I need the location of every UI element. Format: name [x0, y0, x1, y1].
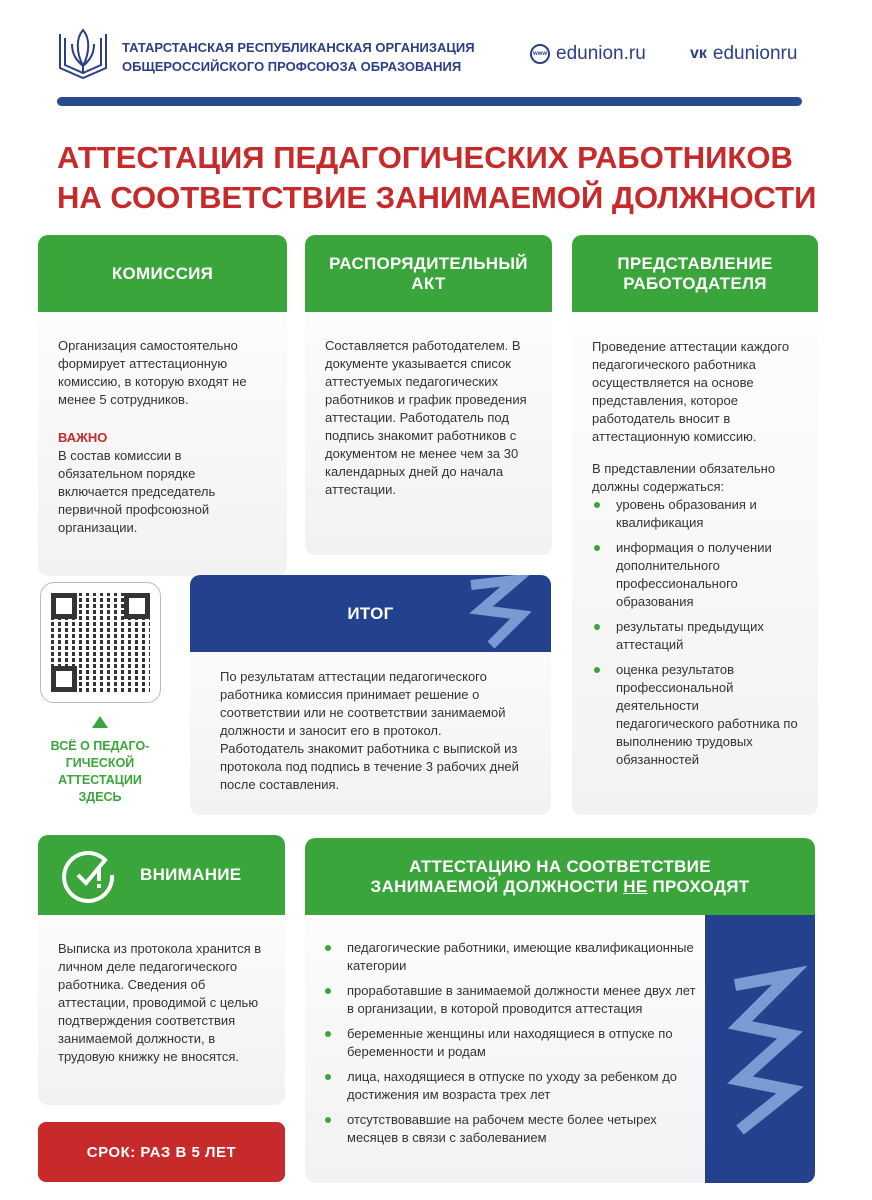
list-item: лица, находящиеся в отпуске по уходу за ребенком до достижения им возраста трех лет	[323, 1068, 697, 1104]
vk-link[interactable]: ᴠк edunionru	[690, 43, 798, 64]
commission-card: КОМИССИЯ Организация самостоятельно формирует аттестационную комиссию, в которую входят не менее 5 сотрудников. ВАЖНО В состав комиссии в обязательном порядке включается председатель первичной профсоюзной организации.	[38, 235, 287, 576]
exempt-card	[305, 838, 815, 1183]
qr-caption: ВСЁ О ПЕДАГО-ГИЧЕСКОЙ АТТЕСТАЦИИ ЗДЕСЬ	[50, 739, 150, 804]
qr-code[interactable]	[40, 582, 161, 703]
list-item: уровень образования и квалификация	[592, 496, 798, 532]
arrow-up-icon	[92, 716, 108, 728]
globe-icon: www	[530, 44, 550, 64]
act-heading: РАСПОРЯДИТЕЛЬНЫЙ АКТ	[305, 235, 552, 312]
list-item: отсутствовавшие на рабочем месте более четырех месяцев в связи с заболеванием	[323, 1111, 697, 1147]
attention-heading: ВНИМАНИЕ	[38, 835, 285, 915]
ribbon-decoration-icon	[705, 915, 815, 1183]
exempt-heading: АТТЕСТАЦИЮ НА СООТВЕТСТВИЕ ЗАНИМАЕМОЙ ДОЛЖНОСТИ НЕ ПРОХОДЯТ	[305, 838, 815, 915]
website-link[interactable]: www edunion.ru	[530, 43, 646, 65]
attention-check-icon	[60, 847, 116, 903]
act-card: РАСПОРЯДИТЕЛЬНЫЙ АКТ Составляется работодателем. В документе указывается список аттестуемых педагогических работников и график проведения аттестации. Работодатель под подпись знакомит работников с документом не менее чем за 30 календарных дней до начала аттестации.	[305, 235, 552, 555]
ribbon-panel	[705, 915, 815, 1183]
org-name: ТАТАРСТАНСКАЯ РЕСПУБЛИКАНСКАЯ ОРГАНИЗАЦИЯ ОБЩЕРОССИЙСКОГО ПРОФСОЮЗА ОБРАЗОВАНИЯ	[122, 40, 475, 74]
deadline-badge: СРОК: РАЗ В 5 ЛЕТ	[38, 1122, 285, 1182]
list-item: результаты предыдущих аттестаций	[592, 618, 798, 654]
vk-icon: ᴠк	[690, 45, 707, 62]
list-item: информация о получении дополнительного профессионального образования	[592, 539, 798, 611]
list-item: проработавшие в занимаемой должности менее двух лет в организации, в которой проводится аттестация	[323, 982, 697, 1018]
submission-heading: ПРЕДСТАВЛЕНИЕ РАБОТОДАТЕЛЯ	[572, 235, 818, 312]
submission-card: ПРЕДСТАВЛЕНИЕ РАБОТОДАТЕЛЯ Проведение аттестации каждого педагогического работника осуществляется на основе представления, которое работодатель вносит в аттестационную комиссию. В представлении обязательно должны содержаться: уровень образования и квалификация информация о получении дополнительного профессионального образования результаты предыдущих аттестаций оценка результатов профессиональной деятельности педагогического работника по выполнению трудовых обязанностей	[572, 235, 818, 815]
union-logo-icon	[58, 24, 108, 80]
list-item: беременные женщины или находящиеся в отпуске по беременности и родам	[323, 1025, 697, 1061]
page-title: АТТЕСТАЦИЯ ПЕДАГОГИЧЕСКИХ РАБОТНИКОВ НА СООТВЕТСТВИЕ ЗАНИМАЕМОЙ ДОЛЖНОСТИ	[57, 140, 817, 215]
attention-card: ВНИМАНИЕ Выписка из протокола хранится в личном деле педагогического работника. Сведения об аттестации, проводимой с целью подтверждения соответствия занимаемой должности, в трудовую книжку не вносятся.	[38, 835, 285, 1105]
ribbon-decoration-icon	[461, 575, 531, 652]
list-item: педагогические работники, имеющие квалификационные категории	[323, 939, 697, 975]
commission-heading: КОМИССИЯ	[38, 235, 287, 312]
result-heading: ИТОГ	[190, 575, 551, 652]
header-divider	[57, 97, 802, 106]
list-item: оценка результатов профессиональной деятельности педагогического работника по выполнению трудовых обязанностей	[592, 661, 798, 769]
result-card: ИТОГ По результатам аттестации педагогического работника комиссия принимает решение о соответствии или не соответствии занимаемой должности и заносит его в протокол. Работодатель знакомит работника с выпиской из протокола под подпись в течение 3 рабочих дней после составления.	[190, 575, 551, 815]
